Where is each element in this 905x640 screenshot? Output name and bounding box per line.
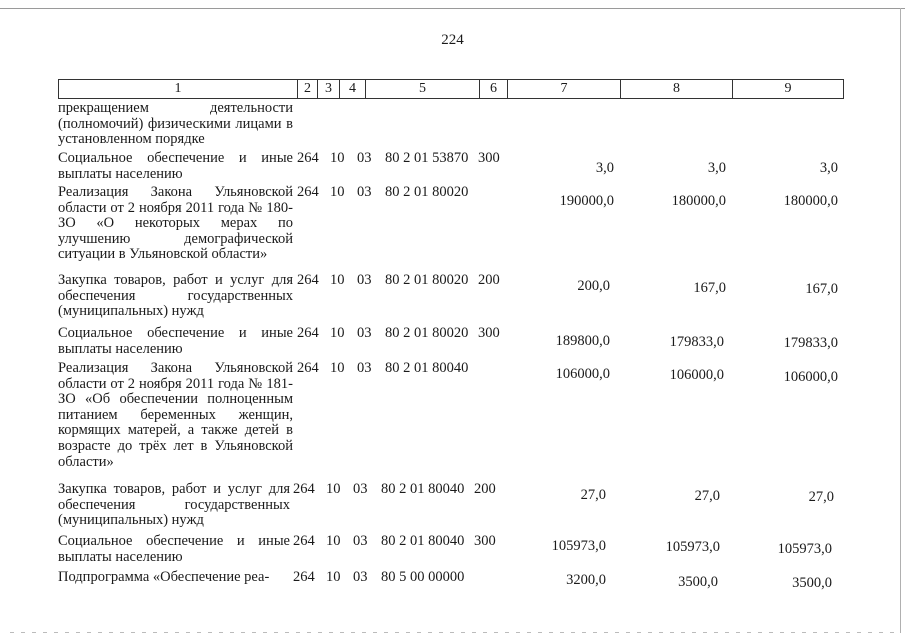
row-description: Социальное обеспечение и иные выплаты населению bbox=[58, 533, 290, 565]
header-col-1: 1 bbox=[59, 80, 298, 98]
row-description: Социальное обеспечение и иные выплаты населению bbox=[58, 325, 293, 357]
row-description: Реализация Закона Ульяновской области от 2 ноября 2011 года № 180-ЗО «О некоторых мерах по улучшению демографической ситуации в Ульяновской области» bbox=[58, 184, 293, 263]
row-col-5: 80 5 00 00000 bbox=[381, 569, 465, 585]
row-col-7: 190000,0 bbox=[559, 193, 614, 209]
row-col-2: 264 bbox=[297, 360, 319, 376]
row-col-4: 03 bbox=[357, 184, 372, 200]
row-col-8: 180000,0 bbox=[671, 193, 726, 209]
page-right-edge bbox=[900, 8, 901, 633]
row-col-3: 10 bbox=[330, 360, 345, 376]
row-col-2: 264 bbox=[297, 325, 319, 341]
row-col-9: 179833,0 bbox=[783, 335, 838, 351]
row-col-3: 10 bbox=[326, 533, 341, 549]
row-col-2: 264 bbox=[297, 272, 319, 288]
page-number: 224 bbox=[441, 32, 464, 48]
row-description: Реализация Закона Ульяновской области от 2 ноября 2011 года № 181-ЗО «Об обеспечении полноценным питанием беременных женщин, кормящих матерей, а также детей в возрасте до трёх лет в Ульяновской области» bbox=[58, 360, 293, 470]
row-col-7: 106000,0 bbox=[555, 366, 610, 382]
row-col-8: 179833,0 bbox=[669, 334, 724, 350]
row-col-6: 300 bbox=[478, 325, 500, 341]
row-description: Подпрограмма «Обеспечение реа- bbox=[58, 569, 270, 585]
table-header bbox=[58, 79, 844, 99]
row-col-6: 200 bbox=[478, 272, 500, 288]
row-col-3: 10 bbox=[326, 481, 341, 497]
header-col-7: 7 bbox=[508, 80, 621, 98]
row-col-5: 80 2 01 80040 bbox=[381, 481, 465, 497]
header-col-5: 5 bbox=[366, 80, 480, 98]
row-col-8: 106000,0 bbox=[669, 367, 724, 383]
row-col-9: 167,0 bbox=[805, 281, 838, 297]
row-col-2: 264 bbox=[297, 150, 319, 166]
header-col-8: 8 bbox=[621, 80, 733, 98]
row-col-6: 300 bbox=[474, 533, 496, 549]
header-col-2: 2 bbox=[298, 80, 318, 98]
row-col-4: 03 bbox=[357, 360, 372, 376]
row-col-8: 105973,0 bbox=[665, 539, 720, 555]
row-col-2: 264 bbox=[293, 481, 315, 497]
row-col-4: 03 bbox=[357, 150, 372, 166]
header-col-4: 4 bbox=[340, 80, 366, 98]
row-col-9: 106000,0 bbox=[783, 369, 838, 385]
row-col-6: 300 bbox=[478, 150, 500, 166]
row-col-9: 3,0 bbox=[819, 160, 838, 176]
row-col-3: 10 bbox=[330, 184, 345, 200]
page-top-edge bbox=[0, 8, 905, 9]
row-col-6: 200 bbox=[474, 481, 496, 497]
row-col-4: 03 bbox=[353, 533, 368, 549]
row-col-8: 3,0 bbox=[707, 160, 726, 176]
row-col-8: 167,0 bbox=[693, 280, 726, 296]
row-col-3: 10 bbox=[330, 150, 345, 166]
row-col-5: 80 2 01 80020 bbox=[385, 325, 469, 341]
row-col-9: 180000,0 bbox=[783, 193, 838, 209]
row-col-4: 03 bbox=[357, 272, 372, 288]
row-col-7: 27,0 bbox=[580, 487, 606, 503]
row-description: Социальное обеспечение и иные выплаты населению bbox=[58, 150, 293, 182]
row-col-3: 10 bbox=[330, 272, 345, 288]
row-col-2: 264 bbox=[297, 184, 319, 200]
row-col-5: 80 2 01 80020 bbox=[385, 272, 469, 288]
row-col-5: 80 2 01 53870 bbox=[385, 150, 469, 166]
scan-artifact-line bbox=[10, 632, 900, 633]
row-col-3: 10 bbox=[326, 569, 341, 585]
row-col-9: 105973,0 bbox=[777, 541, 832, 557]
row-col-9: 3500,0 bbox=[792, 575, 832, 591]
row-col-9: 27,0 bbox=[808, 489, 834, 505]
row-col-5: 80 2 01 80040 bbox=[381, 533, 465, 549]
row-col-4: 03 bbox=[353, 481, 368, 497]
row-col-7: 189800,0 bbox=[555, 333, 610, 349]
row-col-2: 264 bbox=[293, 533, 315, 549]
row-col-5: 80 2 01 80020 bbox=[385, 184, 469, 200]
header-col-3: 3 bbox=[318, 80, 340, 98]
row-col-7: 3,0 bbox=[595, 160, 614, 176]
row-col-8: 27,0 bbox=[694, 488, 720, 504]
row-col-7: 105973,0 bbox=[551, 538, 606, 554]
row-col-3: 10 bbox=[330, 325, 345, 341]
row-description: Закупка товаров, работ и услуг для обеспечения государственных (муниципальных) нужд bbox=[58, 481, 290, 529]
row-col-4: 03 bbox=[353, 569, 368, 585]
header-col-9: 9 bbox=[784, 81, 792, 96]
row-col-4: 03 bbox=[357, 325, 372, 341]
row-col-5: 80 2 01 80040 bbox=[385, 360, 469, 376]
header-col-6: 6 bbox=[480, 80, 508, 98]
row-col-7: 3200,0 bbox=[566, 572, 606, 588]
row-col-2: 264 bbox=[293, 569, 315, 585]
row-description: Закупка товаров, работ и услуг для обеспечения государственных (муниципальных) нужд bbox=[58, 272, 293, 320]
row-col-7: 200,0 bbox=[577, 278, 610, 294]
row-description: прекращением деятельности (полномочий) физическими лицами в установленном порядке bbox=[58, 100, 293, 148]
row-col-8: 3500,0 bbox=[678, 574, 718, 590]
